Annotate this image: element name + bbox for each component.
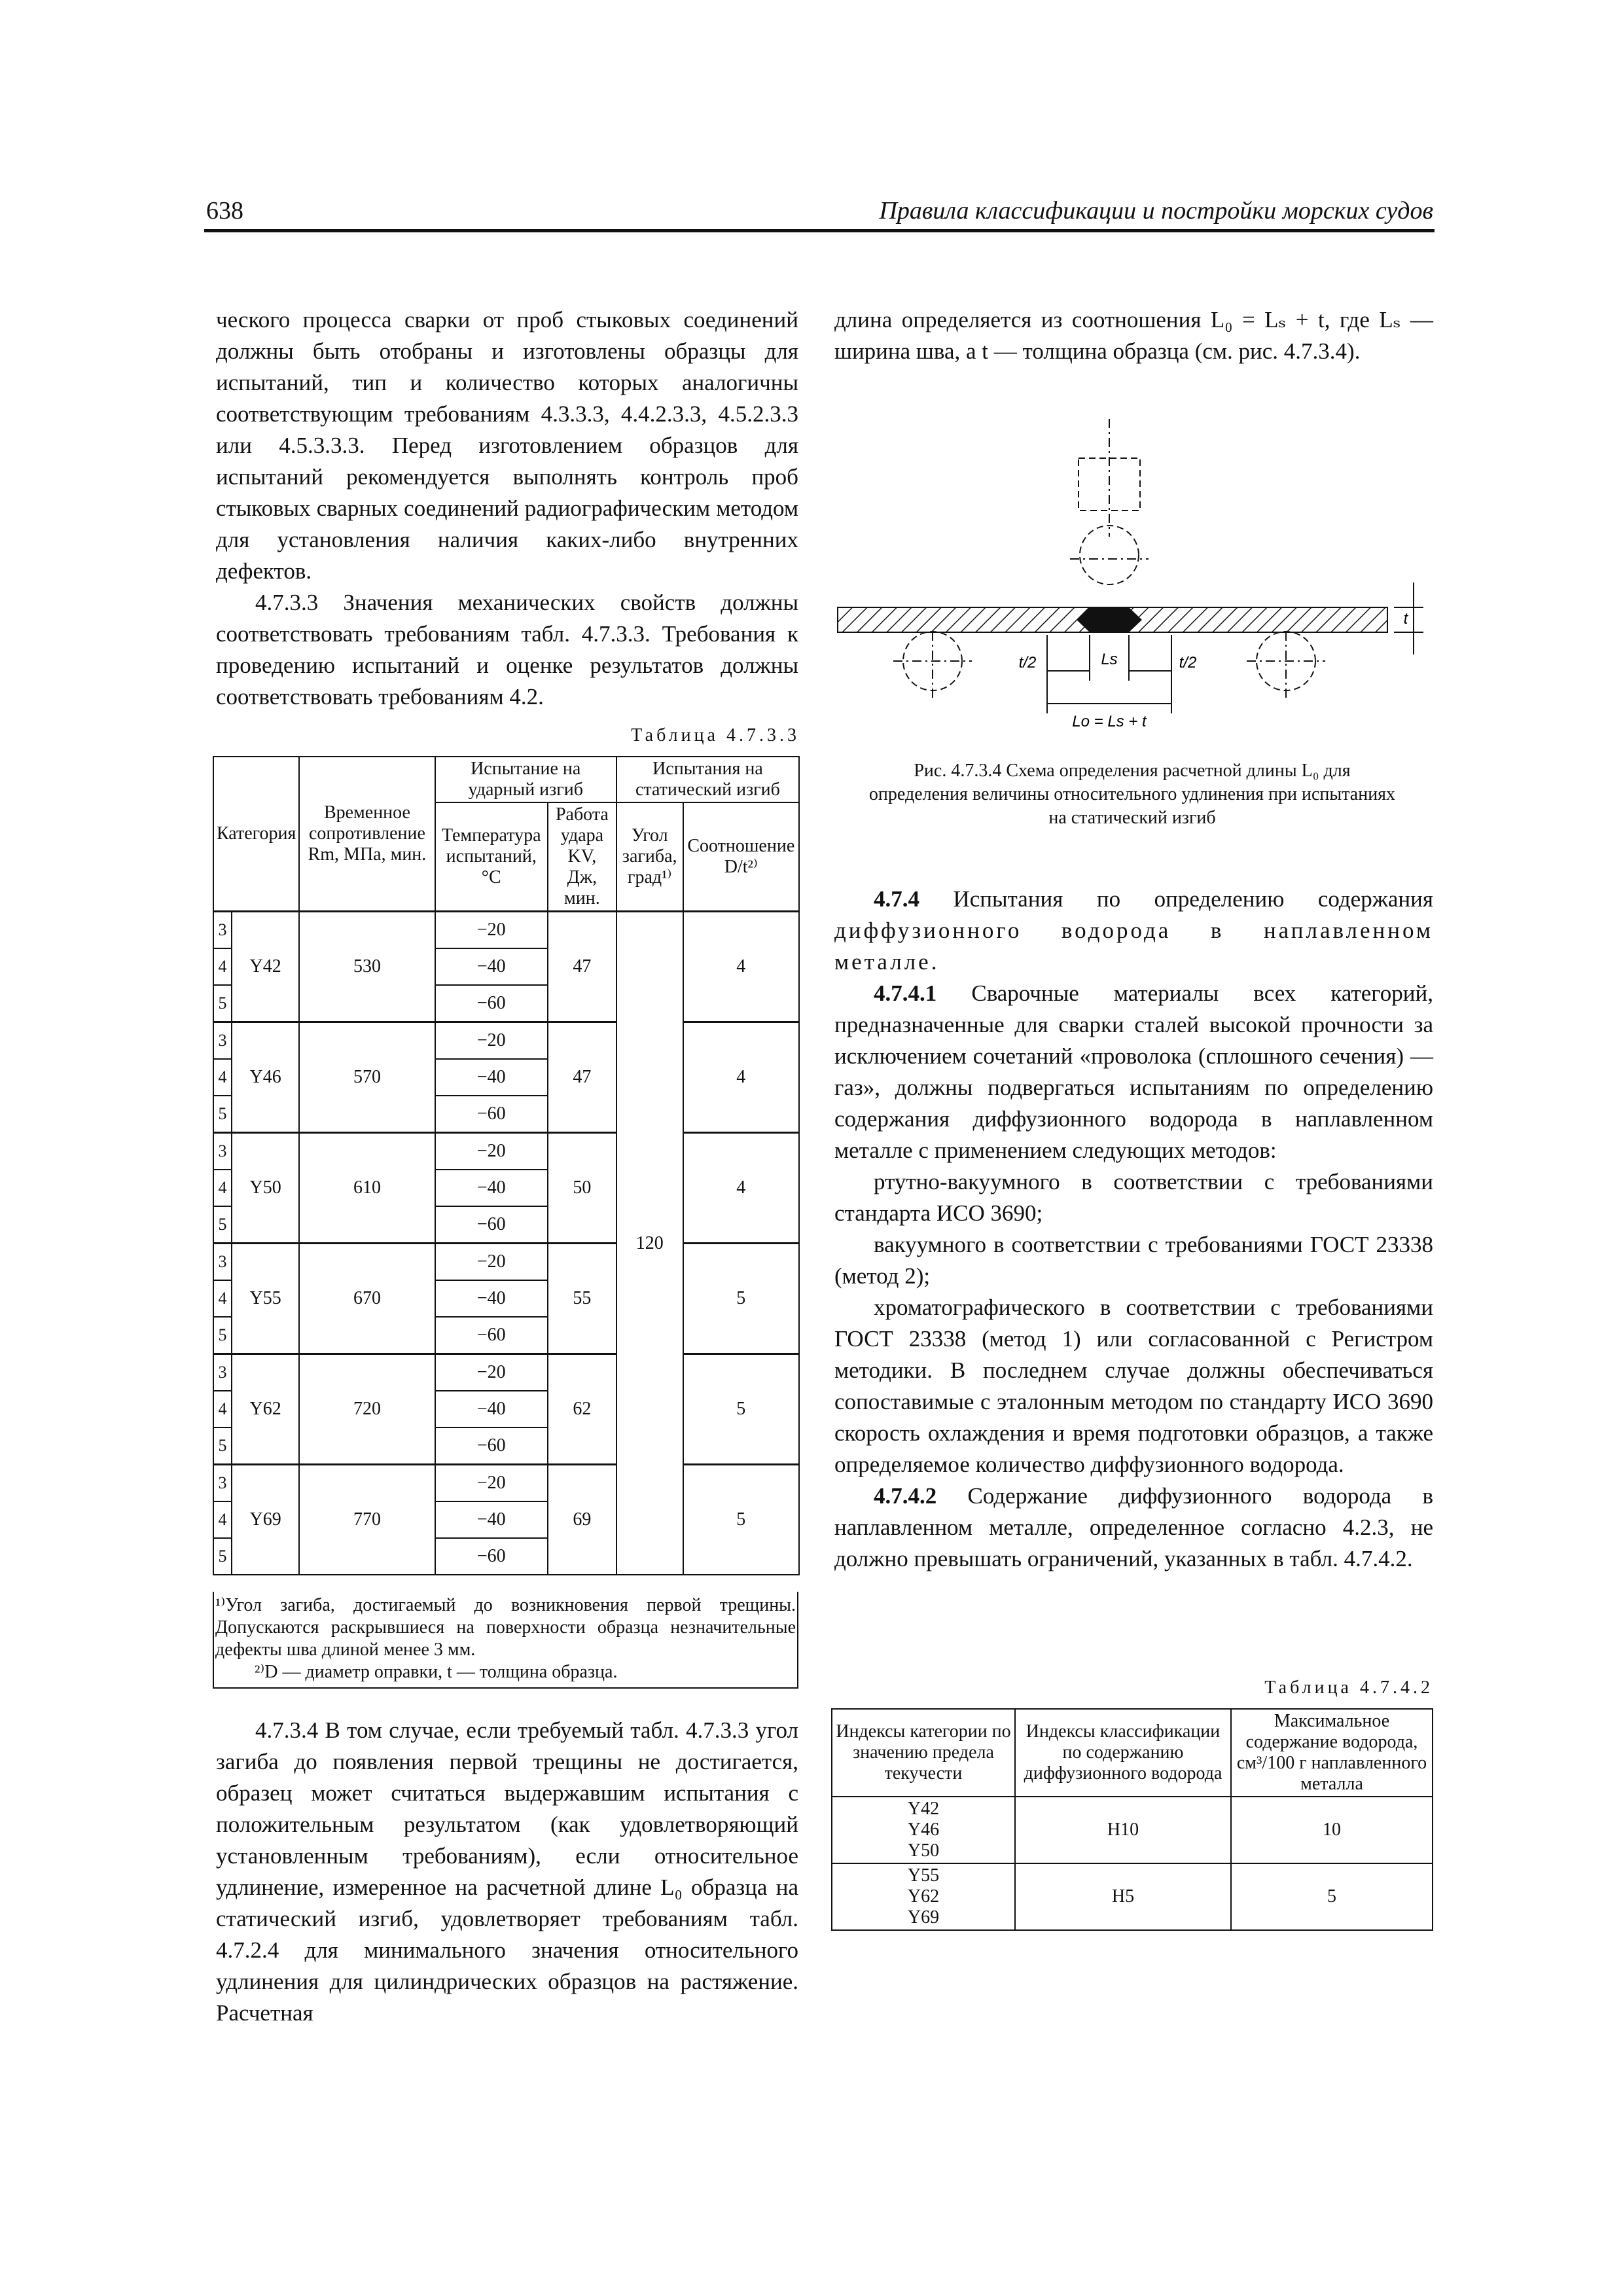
- temp-cell: −60: [435, 1096, 548, 1133]
- half-thickness-label-left: t/2: [1018, 654, 1037, 672]
- level-cell: 4: [213, 1059, 232, 1096]
- paragraph: [216, 1715, 798, 2029]
- table-row: [213, 912, 799, 949]
- level-cell: 5: [213, 1538, 232, 1575]
- left-column-bottom: [216, 1715, 798, 2029]
- level-cell: 4: [213, 1280, 232, 1317]
- paragraph: [216, 587, 798, 713]
- ratio-cell: 4: [683, 1133, 799, 1244]
- ratio-cell: 5: [683, 1244, 799, 1354]
- header-cell: Максимальное содержание водорода, см³/100 г наплавленного металла: [1231, 1709, 1433, 1797]
- clause-text: Сварочные материалы всех категорий, предназначенные для сварки сталей высокой прочности за исключением сочетаний «проволока (сплошного сечения) — газ», должны подвергаться испытаниям по определению содержания диффузионного водорода в наплавленном металле с применением следующих методов:: [834, 980, 1433, 1163]
- level-cell: 3: [213, 1133, 232, 1170]
- table-row: [213, 1133, 799, 1170]
- temp-cell: −20: [435, 1244, 548, 1281]
- section-title-part-2: диффузионного водорода в наплавленном металле.: [834, 918, 1433, 975]
- kv-cell: 62: [548, 1354, 616, 1465]
- level-cell: 4: [213, 1170, 232, 1206]
- clause-number: 4.7.4.1: [874, 980, 937, 1006]
- temp-cell: −40: [435, 1059, 548, 1096]
- kv-cell: 47: [548, 1022, 616, 1133]
- temp-cell: −40: [435, 1280, 548, 1317]
- category-value: Y55: [907, 1865, 940, 1886]
- category-cell: [832, 1863, 1015, 1930]
- category-value: Y69: [907, 1907, 940, 1928]
- section-number: 4.7.4: [874, 886, 919, 912]
- header-angle: Угол загиба, град¹⁾: [616, 802, 683, 912]
- temp-cell: −20: [435, 1133, 548, 1170]
- index-cell: H10: [1015, 1797, 1231, 1863]
- mechanical-properties-table: [213, 756, 800, 1575]
- level-cell: 4: [213, 948, 232, 985]
- paragraph: ческого процесса сварки от проб стыковых соединений должны быть отобраны и изготовлены образцы для испытаний, тип и количество которых аналогичны соответствующим требованиям 4.3.3.3, 4.4.2.3.3, 4.5.2.3.3 или 4.5.3.3.3. Перед изготовлением образцов для испытаний рекомендуется выполнять контроль проб стыковых сварных соединений радиографическим методом для установления наличия каких-либо внутренних дефектов.: [216, 307, 798, 584]
- level-cell: 5: [213, 1206, 232, 1244]
- temp-cell: −20: [435, 912, 548, 949]
- table-row: [213, 1465, 799, 1502]
- table-footnotes: [213, 1592, 798, 1689]
- grade-cell: Y69: [232, 1465, 299, 1575]
- ratio-cell: 4: [683, 1022, 799, 1133]
- level-cell: 5: [213, 1096, 232, 1133]
- temp-cell: −60: [435, 1317, 548, 1354]
- footnote-1: ¹⁾Угол загиба, достигаемый до возникновения первой трещины. Допускаются раскрывшиеся на поверхности образца незначительные дефекты шва длиной менее 3 мм.: [215, 1595, 796, 1660]
- section-heading: [834, 884, 1433, 978]
- category-value: Y62: [907, 1886, 940, 1907]
- clause-number: 4.7.3.3: [255, 590, 319, 615]
- gauge-length-label: Lo = Ls + t: [1072, 713, 1147, 730]
- max-cell: 10: [1231, 1797, 1433, 1863]
- clause-text: В том случае, если требуемый табл. 4.7.3.3 угол загиба до появления первой трещины не достигается, образец может считаться выдержавшим испытания с положительным результатом (как удовлетворяющий установленным требованиям), если относительное удлинение, измеренное на расчетной длине L₀ образца на статический изгиб, удовлетворяет требованиям табл. 4.7.2.4 для минимального значения относительного удлинения для цилиндрических образцов на растяжение. Расчетная: [216, 1717, 798, 2026]
- table-title: Таблица 4.7.4.2: [1264, 1677, 1433, 1698]
- header-tensile: Временное сопротивление Rm, МПа, мин.: [299, 757, 435, 912]
- paragraph: вакуумного в соответствии с требованиями ГОСТ 23338 (метод 2);: [834, 1232, 1433, 1289]
- half-thickness-label-right: t/2: [1179, 654, 1197, 672]
- paragraph: ртутно-вакуумного в соответствии с требованиями стандарта ИСО 3690;: [834, 1169, 1433, 1226]
- ratio-cell: 5: [683, 1465, 799, 1575]
- page-number: 638: [206, 197, 243, 224]
- level-cell: 3: [213, 1022, 232, 1060]
- max-cell: 5: [1231, 1863, 1433, 1930]
- table-row: [213, 1354, 799, 1391]
- header-category: Категория: [213, 757, 299, 912]
- temp-cell: −40: [435, 948, 548, 985]
- table-row: [832, 1797, 1433, 1863]
- kv-cell: 69: [548, 1465, 616, 1575]
- temp-cell: −20: [435, 1465, 548, 1502]
- kv-cell: 55: [548, 1244, 616, 1354]
- temp-cell: −20: [435, 1354, 548, 1391]
- clause-number: 4.7.3.4: [255, 1717, 319, 1743]
- grade-cell: Y62: [232, 1354, 299, 1465]
- temp-cell: −60: [435, 1427, 548, 1465]
- category-value: Y42: [907, 1799, 940, 1819]
- level-cell: 4: [213, 1501, 232, 1538]
- header-rule: [204, 229, 1435, 232]
- grade-cell: Y42: [232, 912, 299, 1022]
- rm-cell: 570: [299, 1022, 435, 1133]
- level-cell: 3: [213, 1354, 232, 1391]
- rm-cell: 530: [299, 912, 435, 1022]
- temp-cell: −40: [435, 1170, 548, 1206]
- grade-cell: Y50: [232, 1133, 299, 1244]
- right-column-top: [834, 304, 1433, 367]
- rm-cell: 670: [299, 1244, 435, 1354]
- temp-cell: −60: [435, 985, 548, 1022]
- weld-seam: [1077, 607, 1142, 632]
- grade-cell: Y46: [232, 1022, 299, 1133]
- hydrogen-table: [831, 1708, 1433, 1931]
- ratio-cell: 5: [683, 1354, 799, 1465]
- index-cell: H5: [1015, 1863, 1231, 1930]
- category-value: Y50: [907, 1840, 940, 1861]
- header-ratio: Соотношение D/t²⁾: [683, 802, 799, 912]
- header-cell: Индексы категории по значению предела текучести: [832, 1709, 1015, 1797]
- header-cell: Индексы классификации по содержанию диффузионного водорода: [1015, 1709, 1231, 1797]
- clause-text: Значения механических свойств должны соответствовать требованиям табл. 4.7.3.3. Требования к проведению испытаний и оценке результатов должны соответствовать требованиям 4.2.: [216, 590, 798, 709]
- clause-text: Содержание диффузионного водорода в наплавленном металле, определенное согласно 4.2.3, не должно превышать ограничений, указанных в табл. 4.7.4.2.: [834, 1483, 1433, 1571]
- weld-width-label: Ls: [1101, 651, 1118, 668]
- temp-cell: −20: [435, 1022, 548, 1060]
- temp-cell: −60: [435, 1538, 548, 1575]
- bend-test-figure: [831, 406, 1433, 733]
- header-impact: Испытание на ударный изгиб: [435, 757, 616, 802]
- running-title: Правила классификации и постройки морских судов: [879, 197, 1433, 224]
- category-value: Y46: [907, 1820, 940, 1840]
- kv-cell: 47: [548, 912, 616, 1022]
- right-column-main: [834, 884, 1433, 1575]
- level-cell: 5: [213, 985, 232, 1022]
- table-row: [213, 1022, 799, 1060]
- clause-number: 4.7.4.2: [874, 1483, 937, 1509]
- temp-cell: −40: [435, 1391, 548, 1427]
- header-work: Работа удара KV, Дж, мин.: [548, 802, 616, 912]
- section-title-part-1: Испытания по определению содержания: [953, 886, 1433, 912]
- kv-cell: 50: [548, 1133, 616, 1244]
- table-row: [832, 1863, 1433, 1930]
- rm-cell: 610: [299, 1133, 435, 1244]
- level-cell: 3: [213, 912, 232, 949]
- paragraph: хроматографического в соответствии с требованиями ГОСТ 23338 (метод 1) или согласованной с Регистром методики. В последнем случае должны обеспечиваться сопоставимые с эталонным методом по стандарту ИСО 3690 скорость охлаждения и время подготовки образцов, а также определяемое количество диффузионного водорода.: [834, 1295, 1433, 1477]
- level-cell: 3: [213, 1465, 232, 1502]
- ratio-cell: 4: [683, 912, 799, 1022]
- paragraph: длина определяется из соотношения L₀ = Lₛ + t, где Lₛ — ширина шва, а t — толщина образца (см. рис. 4.7.3.4).: [834, 307, 1433, 364]
- footnote-2: ²⁾D — диаметр оправки, t — толщина образца.: [255, 1662, 618, 1682]
- level-cell: 5: [213, 1427, 232, 1465]
- rm-cell: 770: [299, 1465, 435, 1575]
- rm-cell: 720: [299, 1354, 435, 1465]
- header-bend: Испытания на статический изгиб: [616, 757, 799, 802]
- table-row: [213, 1244, 799, 1281]
- left-column-top: [216, 304, 798, 713]
- category-cell: [832, 1797, 1015, 1863]
- level-cell: 4: [213, 1391, 232, 1427]
- table-title: Таблица 4.7.3.3: [631, 725, 800, 745]
- figure-caption: Рис. 4.7.3.4 Схема определения расчетной длины L₀ для определения величины относительного удлинения при испытаниях на статический изгиб: [868, 761, 1396, 828]
- level-cell: 3: [213, 1244, 232, 1281]
- temp-cell: −40: [435, 1501, 548, 1538]
- grade-cell: Y55: [232, 1244, 299, 1354]
- thickness-label: t: [1403, 610, 1408, 628]
- header-temp: Температура испытаний, °С: [435, 802, 548, 912]
- temp-cell: −60: [435, 1206, 548, 1244]
- paragraph: [834, 1480, 1433, 1575]
- level-cell: 5: [213, 1317, 232, 1354]
- angle-cell: 120: [616, 912, 683, 1575]
- paragraph: [834, 978, 1433, 1166]
